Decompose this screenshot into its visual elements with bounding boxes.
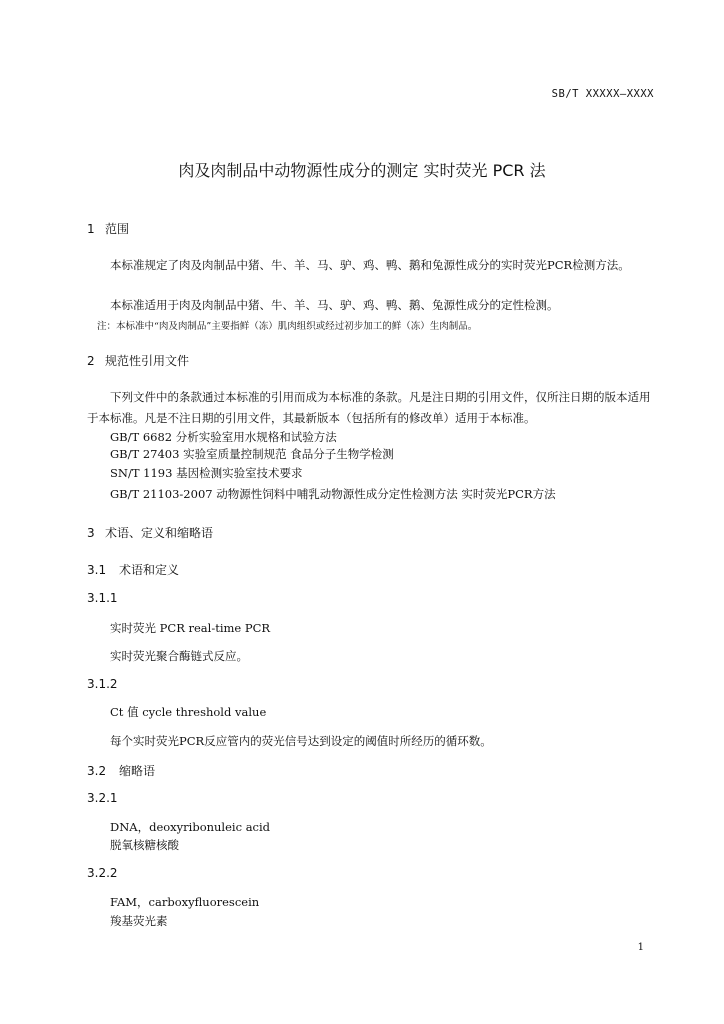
section-3-2-number: 3.2 [87, 764, 107, 778]
abbreviation-fam-meaning: 羧基荧光素 [110, 914, 168, 928]
definition-real-time-pcr: 实时荧光聚合酶链式反应。 [110, 649, 248, 663]
section-3-1-2-number: 3.1.2 [87, 677, 118, 691]
section-3-1-heading [87, 561, 179, 578]
section-2-number: 2 [87, 354, 95, 368]
section-3-1-number: 3.1 [87, 563, 107, 577]
section-1-paragraph-2: 本标准适用于肉及肉制品中猪、牛、羊、马、驴、鸡、鸭、鹅、兔源性成分的定性检测。 [110, 298, 559, 312]
definition-ct-value: 每个实时荧光PCR反应管内的荧光信号达到设定的阈值时所经历的循环数。 [110, 734, 492, 748]
reference-item: GB/T 6682 分析实验室用水规格和试验方法 [110, 430, 337, 444]
abbreviation-dna: DNA，deoxyribonuleic acid [110, 820, 271, 834]
section-3-2-1-number: 3.2.1 [87, 791, 118, 805]
section-3-1-1-number: 3.1.1 [87, 591, 118, 605]
term-ct-value: Ct 值 cycle threshold value [110, 705, 267, 719]
section-3-2-title: 缩略语 [119, 764, 156, 778]
section-3-heading [87, 524, 213, 541]
term-real-time-pcr: 实时荧光 PCR real-time PCR [110, 621, 271, 635]
reference-item: GB/T 27403 实验室质量控制规范 食品分子生物学检测 [110, 447, 394, 461]
abbreviation-fam: FAM，carboxyfluorescein [110, 895, 260, 909]
section-2-paragraph: 下列文件中的条款通过本标准的引用而成为本标准的条款。凡是注日期的引用文件，仅所注日期的版本适用于本标准。凡是不注日期的引用文件，其最新版本（包括所有的修改单）适用于本标准。 [87, 390, 651, 425]
section-1-note: 注：本标准中“肉及肉制品”主要指鲜（冻）肌肉组织或经过初步加工的鲜（冻）生肉制品。 [97, 321, 478, 332]
section-3-number: 3 [87, 526, 95, 540]
section-3-2-2-number: 3.2.2 [87, 866, 118, 880]
section-3-1-title: 术语和定义 [119, 563, 180, 577]
section-3-2-heading [87, 762, 155, 779]
section-1-number: 1 [87, 222, 95, 236]
section-1-paragraph-1: 本标准规定了肉及肉制品中猪、牛、羊、马、驴、鸡、鸭、鹅和兔源性成分的实时荧光PCR检测方法。 [110, 258, 630, 272]
reference-item: SN/T 1193 基因检测实验室技术要求 [110, 466, 303, 480]
document-title: 肉及肉制品中动物源性成分的测定 实时荧光 PCR 法 [178, 161, 546, 180]
section-1-title: 范围 [105, 222, 130, 236]
abbreviation-dna-meaning: 脱氧核糖核酸 [110, 838, 179, 852]
section-2-title: 规范性引用文件 [105, 354, 190, 368]
section-1-heading [87, 220, 129, 237]
page-number: 1 [637, 942, 644, 953]
document-code: SB/T XXXXX—XXXX [551, 88, 654, 100]
section-2-heading [87, 352, 189, 369]
section-3-title: 术语、定义和缩略语 [105, 526, 214, 540]
reference-item: GB/T 21103-2007 动物源性饲料中哺乳动物源性成分定性检测方法 实时荧光PCR方法 [110, 487, 556, 501]
